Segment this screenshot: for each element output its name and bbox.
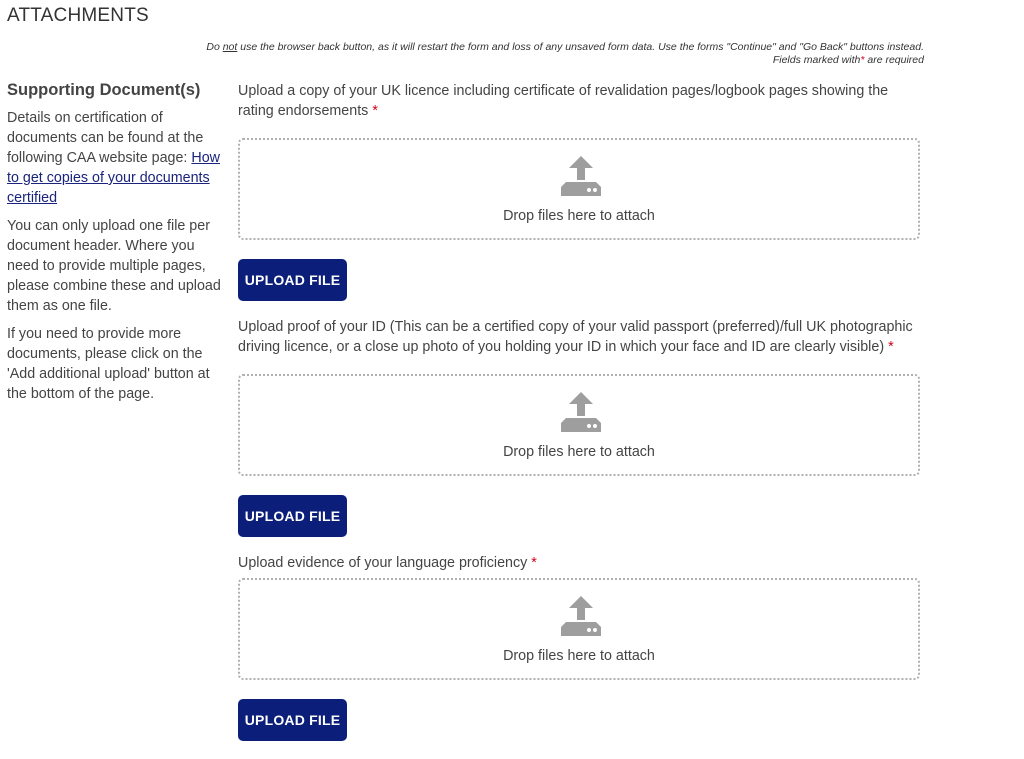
upload-licence-button[interactable]: UPLOAD FILE [238,259,347,301]
upload-to-drive-icon [560,156,602,196]
upload-id-button[interactable]: UPLOAD FILE [238,495,347,537]
language-dropzone[interactable] [238,578,920,680]
form-notice [104,41,924,66]
upload-language-button[interactable]: UPLOAD FILE [238,699,347,741]
licence-dropzone[interactable] [238,138,920,240]
dropzone-text: Drop files here to attach [503,208,655,224]
additional-upload-info: If you need to provide more documents, please click on the 'Add additional upload' button at the bottom of the page. [7,326,210,402]
required-fields-note: Fields marked with* are required [772,53,924,66]
required-star: * [888,339,894,355]
upload-to-drive-icon [560,596,602,636]
sidebar-heading: Supporting Document(s) [7,81,201,99]
certification-info: Details on certification of documents can be found at the following CAA website page: How to get copies of your documents certified [7,110,220,206]
dropzone-text: Drop files here to attach [503,444,655,460]
single-file-info: You can only upload one file per document header. Where you need to provide multiple pages, please combine these and upload them as one file. [7,218,221,314]
dropzone-text: Drop files here to attach [503,648,655,664]
upload-to-drive-icon [560,392,602,432]
emphasis-not: not [222,41,238,53]
id-dropzone[interactable] [238,374,920,476]
required-star: * [860,53,865,66]
upload-language-label: Upload evidence of your language proficiency * [238,555,537,571]
upload-id-label: Upload proof of your ID (This can be a certified copy of your valid passport (preferred)/full UK photographic driving licence, or a close up photo of you holding your ID in which your face and ID are clearly visible) * [238,319,913,355]
page-title: ATTACHMENTS [7,5,149,26]
back-button-warning: Do not use the browser back button, as it will restart the form and loss of any unsaved form data. Use the forms "Continue" and "Go Back" buttons instead. [206,41,924,53]
sidebar [7,80,225,412]
certified-copies-link[interactable]: How to get copies of your documents certified [7,150,220,206]
required-star: * [531,555,537,571]
required-star: * [372,103,378,119]
upload-licence-label: Upload a copy of your UK licence including certificate of revalidation pages/logbook pages showing the rating endorsements * [238,83,889,119]
